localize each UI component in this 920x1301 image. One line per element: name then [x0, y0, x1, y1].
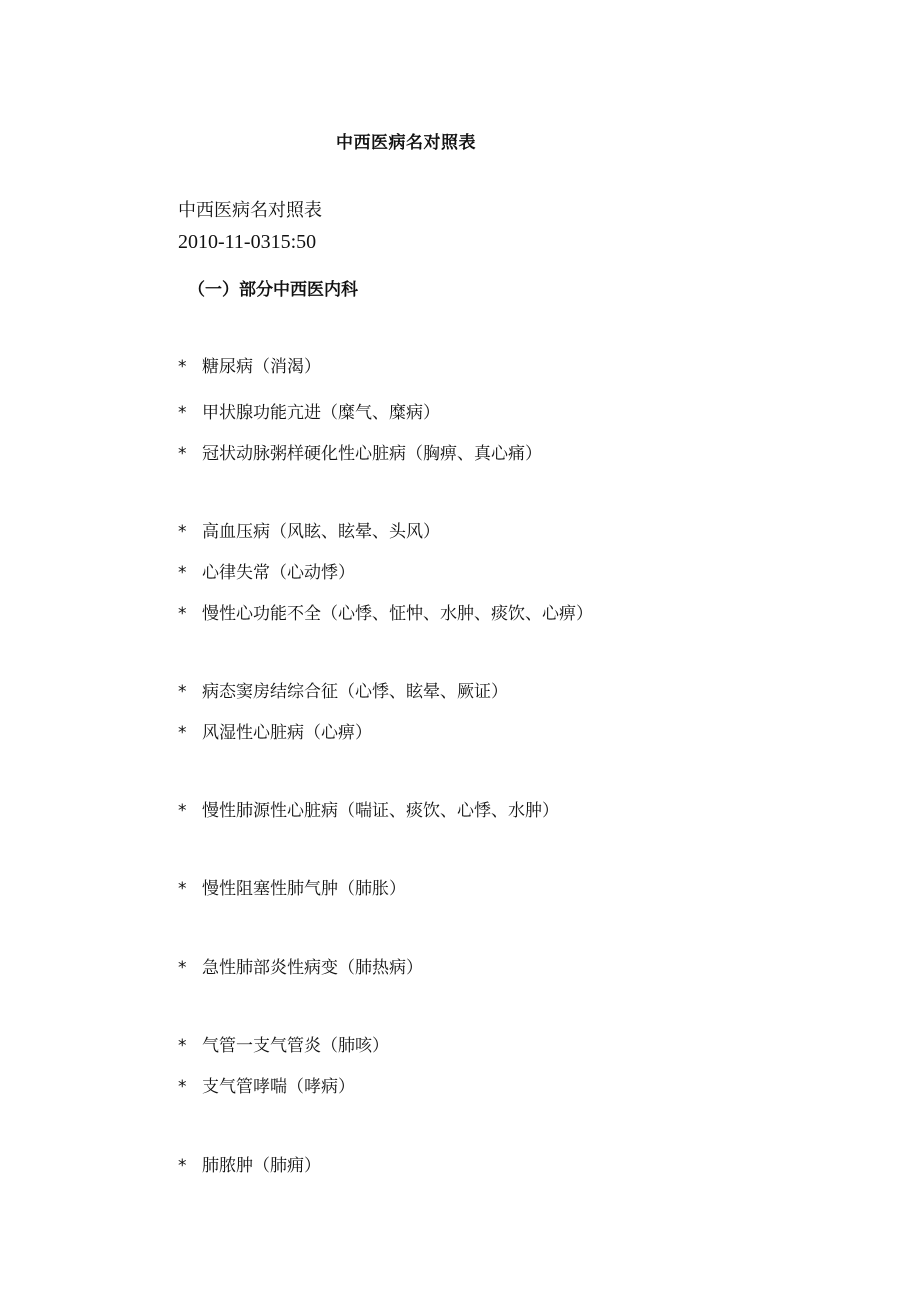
- item-text: 慢性阻塞性肺气肿（肺胀）: [202, 879, 406, 899]
- list-item: [178, 796, 559, 821]
- item-text: 冠状动脉粥样硬化性心脏病（胸痹、真心痛）: [202, 444, 542, 464]
- item-text: 糖尿病（消渴）: [202, 357, 321, 377]
- bullet: *: [178, 1036, 187, 1056]
- list-item: [178, 677, 508, 702]
- bullet: *: [178, 604, 187, 624]
- list-item: [178, 953, 423, 978]
- doc-subtitle: 中西医病名对照表: [178, 200, 322, 221]
- list-item: [178, 718, 372, 743]
- item-text: 风湿性心脏病（心痹）: [202, 723, 372, 743]
- item-text: 甲状腺功能亢进（糜气、糜病）: [202, 403, 440, 423]
- list-item: [178, 398, 440, 423]
- item-text: 急性肺部炎性病变（肺热病）: [202, 958, 423, 978]
- item-text: 气管一支气管炎（肺咳）: [202, 1036, 389, 1056]
- bullet: *: [178, 357, 187, 377]
- list-item: [178, 517, 440, 542]
- bullet: *: [178, 879, 187, 899]
- item-text: 心律失常（心动悸）: [202, 563, 355, 583]
- bullet: *: [178, 1156, 187, 1176]
- section-heading: （一）部分中西医内科: [188, 280, 358, 300]
- list-item: [178, 1072, 355, 1097]
- list-item: [178, 1031, 389, 1056]
- doc-title: 中西医病名对照表: [336, 133, 476, 153]
- item-text: 肺脓肿（肺痈）: [202, 1156, 321, 1176]
- bullet: *: [178, 563, 187, 583]
- doc-timestamp: 2010-11-0315:50: [178, 231, 317, 253]
- item-text: 病态窦房结综合征（心悸、眩晕、厥证）: [202, 682, 508, 702]
- list-item: [178, 599, 593, 624]
- item-text: 慢性心功能不全（心悸、怔忡、水肿、痰饮、心痹）: [202, 604, 593, 624]
- bullet: *: [178, 958, 187, 978]
- list-item: [178, 558, 355, 583]
- list-item: [178, 874, 406, 899]
- bullet: *: [178, 403, 187, 423]
- bullet: *: [178, 682, 187, 702]
- item-text: 高血压病（风眩、眩晕、头风）: [202, 522, 440, 542]
- list-item: [178, 352, 321, 377]
- bullet: *: [178, 723, 187, 743]
- item-text: 支气管哮喘（哮病）: [202, 1077, 355, 1097]
- bullet: *: [178, 1077, 187, 1097]
- item-text: 慢性肺源性心脏病（喘证、痰饮、心悸、水肿）: [202, 801, 559, 821]
- list-item: [178, 1151, 321, 1176]
- bullet: *: [178, 522, 187, 542]
- bullet: *: [178, 444, 187, 464]
- bullet: *: [178, 801, 187, 821]
- list-item: [178, 439, 542, 464]
